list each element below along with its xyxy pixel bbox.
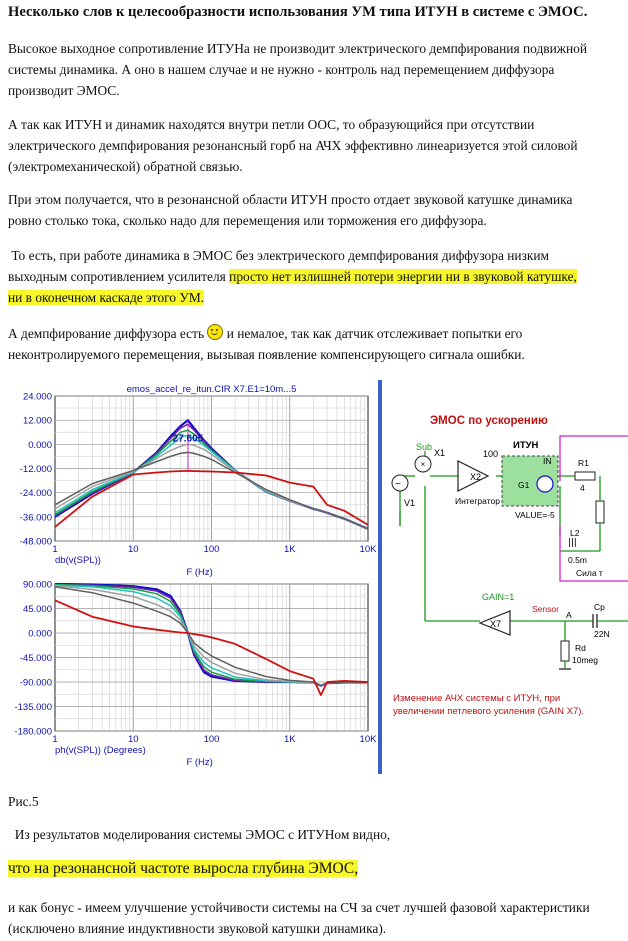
label-l2: L2	[570, 528, 580, 538]
y-tick-label: -48.000	[19, 536, 52, 548]
paragraph-7	[8, 858, 620, 880]
label-sila: Сила т	[576, 568, 603, 578]
text-line	[8, 323, 620, 344]
figure-5	[0, 376, 628, 776]
summing-sign: ×	[420, 460, 426, 469]
text-line: неконтролируемого перемещения, вызывая появление компенсирующего сигнала ошибки.	[8, 347, 525, 362]
y-tick-label: 0.000	[28, 439, 52, 451]
y-tick-label: -24.000	[19, 488, 52, 500]
label-in: IN	[543, 456, 552, 466]
text-line	[8, 287, 620, 308]
text-line: ровно столько тока, сколько надо для перемещения или торможения его диффузора.	[8, 213, 487, 228]
text-line: А так как ИТУН и динамик находятся внутри петли ООС, то образующийся при отсутствии	[8, 117, 535, 132]
text-fragment: и немалое, так как датчик отслеживает попытки его	[223, 326, 523, 341]
label-gain100: 100	[483, 449, 499, 459]
y-tick-label: 90.000	[22, 579, 52, 591]
magnitude-chart	[20, 384, 377, 578]
resistor-right	[596, 501, 604, 523]
label-v1: V1	[404, 498, 416, 508]
y-tick-label: -36.000	[19, 512, 52, 524]
label-cp-value: 22N	[594, 629, 610, 639]
schematic-note: Изменение АЧХ системы с ИТУН, при	[393, 693, 561, 704]
schematic-title: ЭМОС по ускорению	[430, 415, 548, 427]
label-sub: Sub	[416, 442, 433, 452]
x-tick-label: 1	[52, 544, 58, 555]
label-rd: Rd	[575, 643, 586, 653]
smiley-icon	[207, 324, 223, 340]
highlighted-text: просто нет излишней потери энергии ни в звуковой катушке,	[229, 269, 577, 284]
paragraph-1	[8, 38, 620, 101]
phase-chart	[14, 580, 377, 769]
x-tick-label: 10K	[359, 734, 377, 745]
x-tick-label: 1K	[283, 544, 296, 555]
label-x1: X1	[434, 448, 446, 458]
chart-title: emos_accel_re_itun.CIR X7.E1=10m...5	[126, 384, 297, 395]
y-tick-label: 24.000	[22, 391, 52, 403]
x-tick-label: 100	[203, 544, 220, 555]
text-line: электрического демпфирования резонансный горб на АЧХ эффективно линеаризуется этой силовой	[8, 138, 578, 153]
text-line: системы динамика. А оно в нашем случае и не нужно - контроль над перемещением диффузора	[8, 62, 555, 77]
text-line: При этом получается, что в резонансной области ИТУН просто отдает звуковой катушке динамика	[8, 192, 573, 207]
text-line: Высокое выходное сопротивление ИТУНа не производит электрического демпфирования подвижной	[8, 41, 588, 56]
resistor-r1	[575, 472, 595, 480]
source-tilde: ~	[395, 479, 401, 490]
paragraph-5	[8, 323, 620, 365]
x-tick-label: 100	[203, 734, 220, 745]
highlighted-text: что на резонансной частоте выросла глубина ЭМОС,	[8, 860, 359, 877]
resistor-rd	[561, 641, 569, 661]
y-tick-label: 12.000	[22, 415, 52, 427]
current-source-icon	[537, 476, 553, 492]
label-itun: ИТУН	[513, 440, 539, 451]
y-tick-label: 45.000	[22, 604, 52, 615]
paragraph-6: Из результатов моделирования системы ЭМОС с ИТУНом видно,	[8, 827, 391, 842]
x-axis-label: F (Hz)	[186, 567, 213, 578]
x-tick-label: 10K	[359, 544, 377, 555]
figure-divider	[378, 380, 382, 774]
y-tick-label: -135.000	[14, 702, 52, 713]
label-sensor: Sensor	[532, 604, 559, 614]
page-title: Несколько слов к целесообразности использования УМ типа ИТУН в системе с ЭМОС.	[8, 4, 588, 20]
y-tick-label: 0.000	[28, 628, 52, 640]
x-axis-label: F (Hz)	[186, 757, 213, 768]
x-tick-label: 10	[127, 544, 139, 555]
text-line	[8, 266, 620, 287]
y-axis-label: ph(v(SPL)) (Degrees)	[55, 745, 146, 756]
highlighted-text: ни в оконечном каскаде этого УМ.	[8, 290, 205, 305]
label-integrator: Интегратор	[455, 496, 500, 506]
y-tick-label: -90.000	[19, 677, 52, 689]
schematic-diagram	[392, 415, 628, 717]
text-fragment: выходным сопротивлением усилителя	[8, 269, 230, 284]
paragraph-4	[8, 245, 620, 308]
label-r1: R1	[578, 458, 589, 468]
y-tick-label: -45.000	[19, 653, 52, 664]
x-tick-label: 1	[52, 734, 58, 745]
y-axis-label: db(v(SPL))	[55, 555, 101, 566]
paragraph-3	[8, 189, 620, 231]
text-line: и как бонус - имеем улучшение устойчивости системы на СЧ за счет лучшей фазовой характеристики	[8, 900, 590, 915]
figure-caption: Рис.5	[8, 794, 39, 809]
label-r1-value: 4	[580, 483, 585, 493]
label-x7: X7	[490, 619, 502, 629]
label-gain1: GAIN=1	[482, 592, 515, 602]
paragraph-8	[8, 897, 620, 939]
paragraph-2	[8, 114, 620, 177]
x-tick-label: 1K	[283, 734, 296, 745]
text-line: (исключено влияние индуктивности звуковой катушки динамика).	[8, 921, 387, 936]
label-value: VALUE=-5	[515, 510, 555, 520]
text-fragment: А демпфирование диффузора есть	[8, 326, 208, 341]
label-a: A	[566, 610, 572, 620]
text-line: производит ЭМОС.	[8, 83, 120, 98]
text-line: То есть, при работе динамика в ЭМОС без электрического демпфирования диффузора низким	[8, 248, 550, 263]
inductor-l2: ꟾꟾꟾ	[568, 539, 577, 550]
label-l2-value: 0.5m	[568, 555, 587, 565]
label-x2: X2	[470, 472, 482, 482]
x-tick-label: 10	[127, 734, 139, 745]
text-line: (электромеханической) обратной связью.	[8, 159, 243, 174]
label-cp: Cp	[594, 602, 605, 612]
y-tick-label: -180.000	[14, 726, 52, 738]
annotation-label: 27.605	[172, 433, 204, 445]
simulation-figure	[0, 376, 628, 776]
schematic-note: увеличении петлевого усиления (GAIN X7).	[393, 706, 585, 717]
y-tick-label: -12.000	[19, 464, 52, 475]
label-g1: G1	[518, 480, 530, 490]
label-rd-value: 10meg	[572, 655, 598, 665]
